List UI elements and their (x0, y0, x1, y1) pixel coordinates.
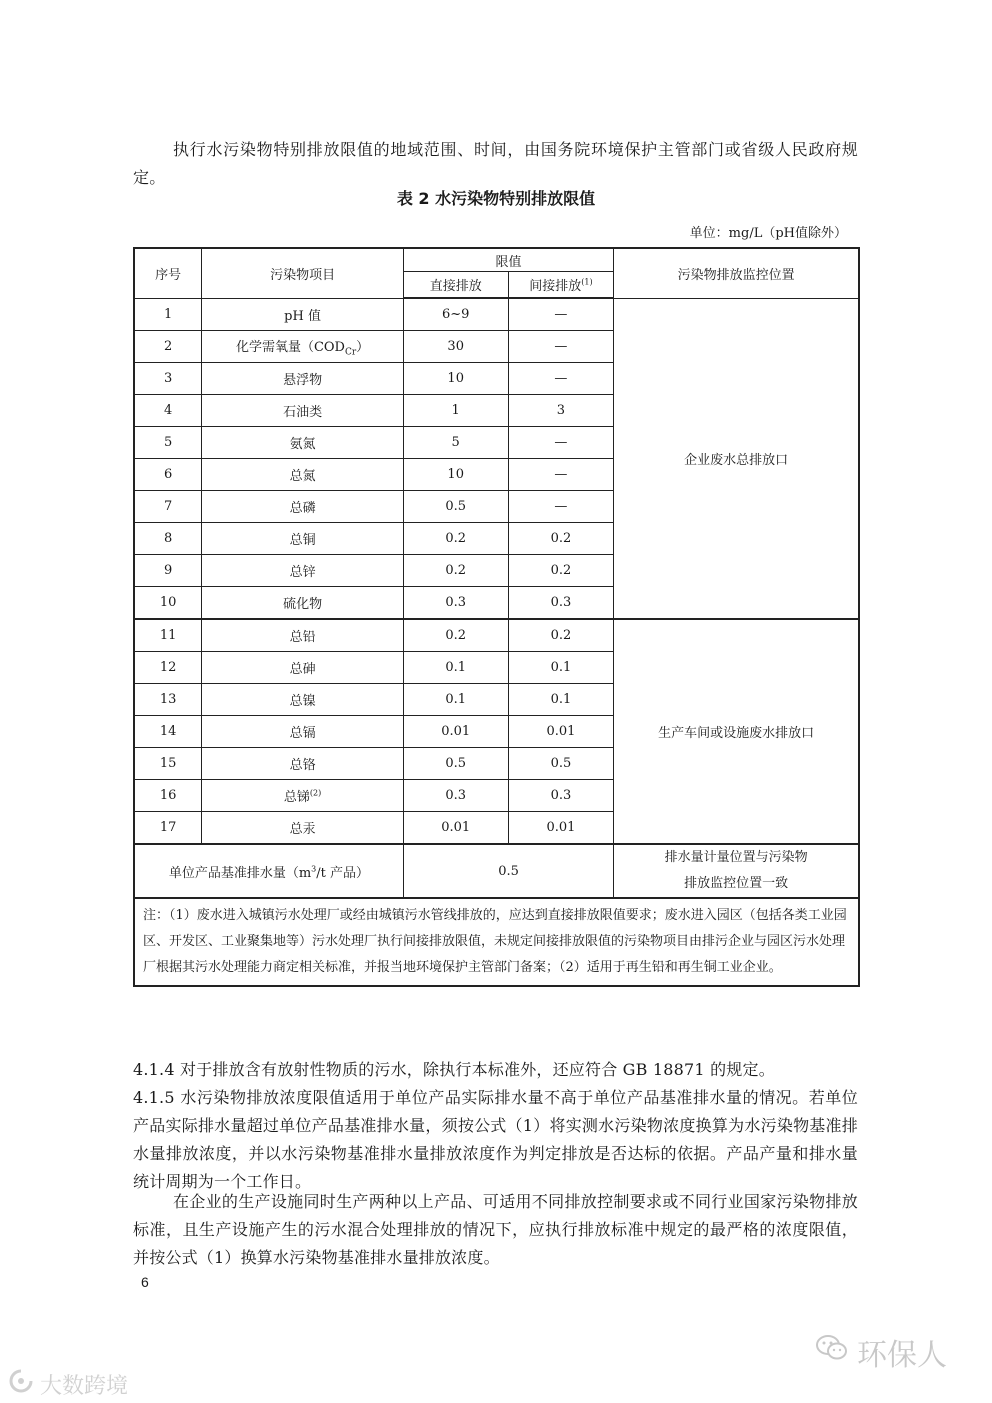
row-item-text: 化学需氧量（COD (235, 339, 345, 355)
row-item: 总铜 (202, 523, 404, 555)
row-indirect: — (508, 331, 614, 363)
header-location: 污染物排放监控位置 (614, 248, 859, 298)
row-direct: 0.01 (403, 812, 508, 845)
multi-product-paragraph: 在企业的生产设施同时生产两种以上产品、可适用不同排放控制要求或不同行业国家污染物排放标准，且生产设施产生的污水混合处理排放的情况下，应执行排放标准中规定的最严格的浓度限值，并按公式（1）换算水污染物基准排水量排放浓度。 (133, 1192, 858, 1267)
header-indirect (508, 272, 614, 299)
table-note: 注：（1）废水进入城镇污水处理厂或经由城镇污水管线排放的，应达到直接排放限值要求；废水进入园区（包括各类工业园区、开发区、工业聚集地等）污水处理厂执行间接排放限值，未规定间接排放限值的污染物项目由排污企业与园区污水处理厂根据其污水处理能力商定相关标准，并报当地环境保护主管部门备案；（2）适用于再生铅和再生铜工业企业。 (134, 898, 859, 986)
row-no: 15 (134, 748, 202, 780)
row-direct: 0.5 (403, 491, 508, 523)
location-group-1: 企业废水总排放口 (614, 298, 859, 619)
row-item: 总汞 (202, 812, 404, 845)
row-no: 17 (134, 812, 202, 845)
header-no: 序号 (134, 248, 202, 298)
row-indirect: 0.1 (508, 684, 614, 716)
row-item: 总磷 (202, 491, 404, 523)
row-item: 硫化物 (202, 587, 404, 620)
row-no: 5 (134, 427, 202, 459)
wechat-icon (815, 1333, 849, 1371)
row-item (202, 780, 404, 812)
row-no: 4 (134, 395, 202, 427)
row-item-text: 总锑 (283, 790, 310, 805)
row-indirect: 0.2 (508, 619, 614, 652)
base-volume-label-pre: 单位产品基准排水量（m (168, 865, 312, 881)
header-limit: 限值 (403, 248, 613, 272)
header-indirect-footnote: (1) (581, 277, 593, 287)
row-item: 总锌 (202, 555, 404, 587)
base-volume-row (134, 844, 859, 898)
row-indirect: 0.3 (508, 780, 614, 812)
row-direct: 10 (403, 459, 508, 491)
row-indirect: — (508, 459, 614, 491)
row-no: 12 (134, 652, 202, 684)
watermark-right (815, 1330, 947, 1374)
table-header-row (134, 248, 859, 272)
row-direct: 0.5 (403, 748, 508, 780)
base-volume-label (134, 844, 403, 898)
row-item: 总砷 (202, 652, 404, 684)
row-no: 14 (134, 716, 202, 748)
row-no: 1 (134, 298, 202, 331)
row-item-subscript: Cr (344, 347, 357, 358)
watermark-left-text: 大数跨境 (40, 1373, 129, 1399)
intro-paragraph: 执行水污染物特别排放限值的地域范围、时间，由国务院环境保护主管部门或省级人民政府规定。 (133, 140, 858, 187)
base-volume-label-sup: 3 (311, 864, 317, 874)
row-no: 7 (134, 491, 202, 523)
row-direct: 0.01 (403, 716, 508, 748)
row-direct: 0.3 (403, 780, 508, 812)
row-direct: 0.2 (403, 619, 508, 652)
header-indirect-label: 间接排放 (529, 279, 582, 294)
base-volume-location-line2: 排放监控位置一致 (684, 876, 789, 891)
row-indirect: 0.2 (508, 523, 614, 555)
row-item: 总镉 (202, 716, 404, 748)
row-direct: 0.2 (403, 523, 508, 555)
row-indirect: — (508, 298, 614, 331)
table-title: 表 2 水污染物特别排放限值 (396, 189, 596, 208)
row-direct: 6~9 (403, 298, 508, 331)
base-volume-label-post: /t 产品） (316, 865, 369, 881)
row-item: 氨氮 (202, 427, 404, 459)
row-direct: 0.3 (403, 587, 508, 620)
row-indirect: 3 (508, 395, 614, 427)
brand-logo-icon (8, 1368, 34, 1400)
row-direct: 0.2 (403, 555, 508, 587)
row-direct: 5 (403, 427, 508, 459)
row-item (202, 331, 404, 363)
row-no: 2 (134, 331, 202, 363)
row-no: 6 (134, 459, 202, 491)
row-indirect: — (508, 363, 614, 395)
row-indirect: — (508, 491, 614, 523)
base-volume-location (614, 844, 859, 898)
table-row (134, 298, 859, 331)
row-indirect: 0.01 (508, 716, 614, 748)
location-group-2: 生产车间或设施废水排放口 (614, 619, 859, 844)
row-item: 总镍 (202, 684, 404, 716)
emission-limits-table (133, 247, 860, 987)
row-no: 16 (134, 780, 202, 812)
row-direct: 1 (403, 395, 508, 427)
row-no: 8 (134, 523, 202, 555)
row-indirect: 0.01 (508, 812, 614, 845)
row-indirect: 0.2 (508, 555, 614, 587)
row-item: 总铅 (202, 619, 404, 652)
row-direct: 0.1 (403, 684, 508, 716)
base-volume-location-line1: 排水量计量位置与污染物 (664, 850, 808, 865)
row-indirect: 0.5 (508, 748, 614, 780)
row-item: 石油类 (202, 395, 404, 427)
row-item: 总氮 (202, 459, 404, 491)
row-no: 13 (134, 684, 202, 716)
clause-4-1-5: 4.1.5 水污染物排放浓度限值适用于单位产品实际排水量不高于单位产品基准排水量的情况。若单位产品实际排水量超过单位产品基准排水量，须按公式（1）将实测水污染物浓度换算为水污染物基准排水量排放浓度，并以水污染物基准排水量排放浓度作为判定排放是否达标的依据。产品产量和排水量统计周期为一个工作日。 (133, 1088, 858, 1191)
page-number: 6 (141, 1274, 149, 1290)
row-direct: 30 (403, 331, 508, 363)
watermark-left (8, 1368, 128, 1400)
row-indirect: — (508, 427, 614, 459)
row-no: 10 (134, 587, 202, 620)
clause-4-1-4: 4.1.4 对于排放含有放射性物质的污水，除执行本标准外，还应符合 GB 18871 的规定。 (133, 1060, 775, 1079)
row-indirect: 0.3 (508, 587, 614, 620)
header-direct: 直接排放 (403, 272, 508, 299)
row-item: 总铬 (202, 748, 404, 780)
base-volume-value: 0.5 (403, 844, 613, 898)
unit-note: 单位：mg/L（pH值除外） (689, 226, 847, 241)
row-direct: 0.1 (403, 652, 508, 684)
table-row (134, 619, 859, 652)
row-item: 悬浮物 (202, 363, 404, 395)
row-no: 3 (134, 363, 202, 395)
row-indirect: 0.1 (508, 652, 614, 684)
row-item-footnote: (2) (309, 788, 322, 798)
row-item: pH 值 (202, 298, 404, 331)
row-item-tail: ） (356, 339, 370, 355)
note-row (134, 898, 859, 986)
row-no: 11 (134, 619, 202, 652)
row-no: 9 (134, 555, 202, 587)
header-item: 污染物项目 (202, 248, 404, 298)
row-direct: 10 (403, 363, 508, 395)
watermark-right-text: 环保人 (857, 1338, 947, 1373)
